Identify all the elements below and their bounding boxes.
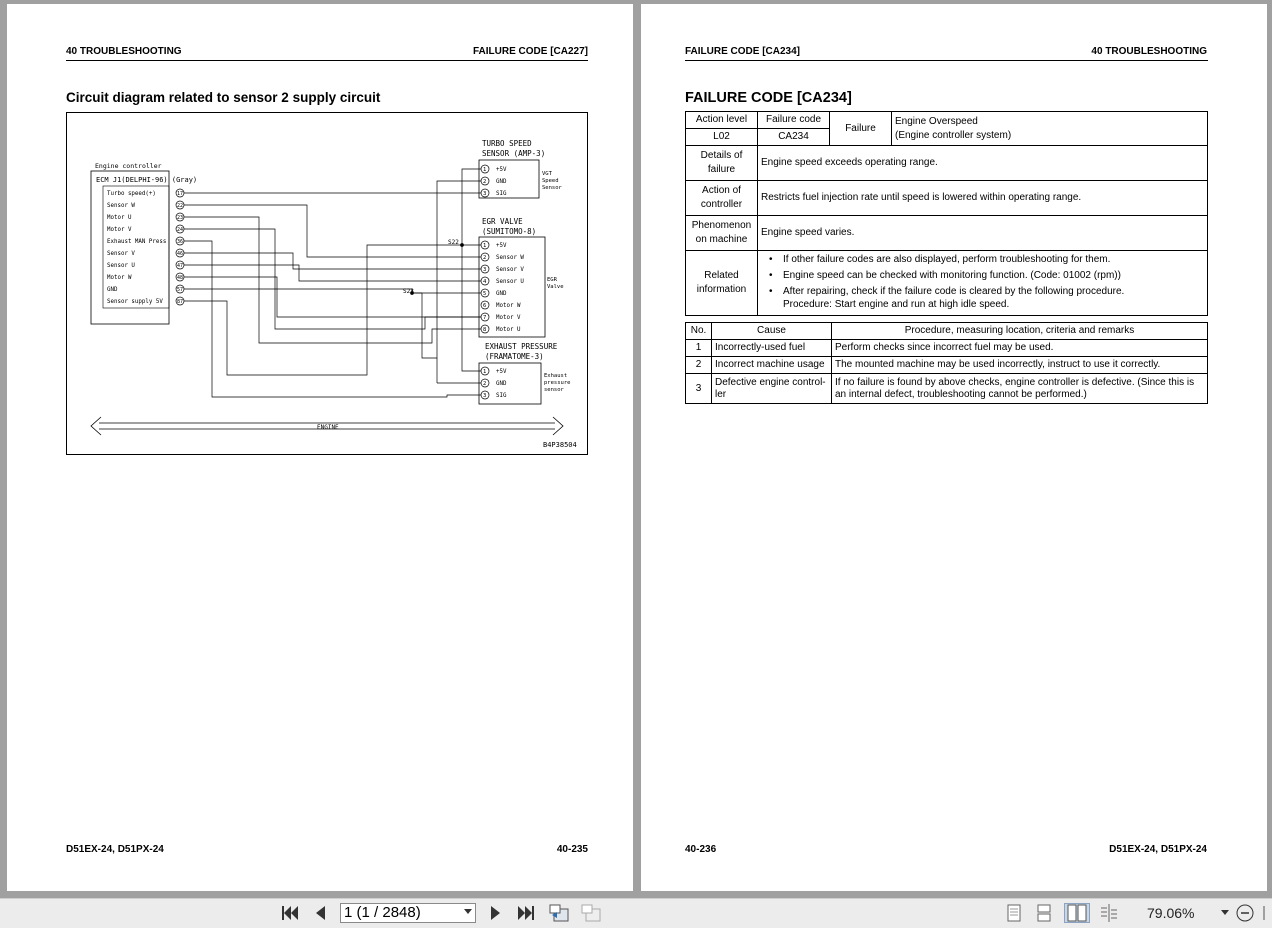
egr-pin-number: 3 <box>483 267 487 273</box>
ecm-pin-number: 48 <box>177 275 184 281</box>
chevron-down-icon[interactable] <box>464 909 472 914</box>
go-forward-view-button[interactable] <box>579 903 603 923</box>
ecm-pin-label: GND <box>107 287 118 293</box>
egr-pin-number: 5 <box>483 291 487 297</box>
page-footer-right: D51EX-24, D51PX-24 <box>1109 844 1207 855</box>
action-value: Restricts fuel injection rate until speed is lowered within operating range. <box>758 181 1208 216</box>
last-page-button[interactable] <box>515 903 537 923</box>
egr-pin-label: Motor V <box>496 315 521 321</box>
two-page-icon <box>1067 904 1087 922</box>
splice-s23: S23 <box>403 288 414 295</box>
cause-no: 2 <box>686 357 712 374</box>
egr-pin-number: 2 <box>483 255 487 261</box>
pdf-page-left <box>7 4 633 891</box>
page-number-field[interactable] <box>340 903 476 923</box>
egr-pin-number: 8 <box>483 327 487 333</box>
viewer-toolbar <box>0 898 1272 928</box>
related-info <box>758 251 1208 316</box>
exh-pin-label: SIG <box>496 393 507 399</box>
egr-pin-label: Motor W <box>496 303 521 309</box>
back-view-icon <box>548 903 570 923</box>
procedure-text: Perform checks since incorrect fuel may be used. <box>832 340 1208 357</box>
egr-pin-label: GND <box>496 291 507 297</box>
egr-pin-number: 1 <box>483 243 487 249</box>
action-level-value: L02 <box>686 129 758 146</box>
ecm-pin-group <box>107 189 184 305</box>
page-header-left: 40 TROUBLESHOOTING <box>66 46 182 57</box>
turbo-pin-number: 3 <box>483 191 487 197</box>
ecm-pin-number: 24 <box>177 227 184 233</box>
pdf-page-right <box>641 4 1267 891</box>
table-row <box>686 357 1208 374</box>
forward-view-icon <box>580 903 602 923</box>
ecm-pin-number: 17 <box>177 191 184 197</box>
first-page-icon <box>281 905 299 921</box>
turbo-pin-label: GND <box>496 179 507 185</box>
cause-no: 3 <box>686 374 712 404</box>
procedure-text: The mounted machine may be used incorrectly, instruct to use it correctly. <box>832 357 1208 374</box>
egr-pin-label: Sensor W <box>496 255 524 261</box>
ecm-pin-label: Sensor U <box>107 263 135 269</box>
egr-pin-label: Sensor V <box>496 267 524 273</box>
egr-pin-number: 6 <box>483 303 487 309</box>
failure-name-line-2: (Engine controller system) <box>895 129 1012 141</box>
zoom-level[interactable]: 79.06% <box>1147 905 1195 921</box>
continuous-view-button[interactable] <box>1033 903 1055 923</box>
ecm-caption: Engine controller <box>95 162 162 170</box>
failure-name-line-1: Engine Overspeed <box>895 115 978 127</box>
toolbar-overflow[interactable] <box>1260 903 1272 923</box>
action-level-label: Action level <box>686 112 758 129</box>
exh-side-label: Exhaust <box>544 373 568 379</box>
turbo-title-1: TURBO SPEED <box>482 139 532 148</box>
col-header-procedure: Procedure, measuring location, criteria and remarks <box>832 323 1208 340</box>
splice-s22: S22 <box>448 239 459 246</box>
turbo-side-label: VGT <box>542 171 552 177</box>
exh-title-2: (FRAMATOME-3) <box>485 352 544 361</box>
ecm-pin-label: Motor V <box>107 227 132 233</box>
turbo-pin-label: +5V <box>496 167 507 173</box>
two-page-view-button[interactable] <box>1064 903 1090 923</box>
cause-text: Incorrect machine usage <box>712 357 832 374</box>
col-header-cause: Cause <box>712 323 832 340</box>
related-item-3: • After repairing, check if the failure code is cleared by the following procedure. Procedure: Start engine and run at high idle speed. <box>767 285 1204 311</box>
previous-page-icon <box>314 905 326 921</box>
failure-code-value: CA234 <box>758 129 830 146</box>
section-title: Circuit diagram related to sensor 2 supply circuit <box>66 90 381 105</box>
zoom-dropdown-button[interactable] <box>1220 903 1230 923</box>
ecm-pin-label: Turbo speed(+) <box>107 191 156 197</box>
ecm-pin-number: 22 <box>177 203 184 209</box>
continuous-page-icon <box>1036 904 1052 922</box>
exh-pin-label: +5V <box>496 369 507 375</box>
previous-page-button[interactable] <box>311 903 329 923</box>
ecm-pin-label: Exhaust MAN Press <box>107 239 167 245</box>
ecm-pin-number: 87 <box>177 299 184 305</box>
cause-text: Incorrectly-used fuel <box>712 340 832 357</box>
table-row <box>686 374 1208 404</box>
page-footer-right: 40-235 <box>556 844 588 855</box>
ecm-pin-label: Sensor V <box>107 251 135 257</box>
turbo-title-2: SENSOR (AMP-3) <box>482 149 546 158</box>
figure-id: B4P38504 <box>543 441 577 449</box>
egr-pin-label: Motor U <box>496 327 521 333</box>
turbo-side-label: Sensor <box>542 185 562 191</box>
egr-side-label: Valve <box>547 284 564 290</box>
page-footer-left: 40-236 <box>685 844 717 855</box>
ecm-pin-number: 57 <box>177 287 184 293</box>
egr-pin-number: 4 <box>483 279 487 285</box>
cause-text: Defective engine control-ler <box>712 374 832 404</box>
failure-code-title: FAILURE CODE [CA234] <box>685 90 852 106</box>
header-rule <box>66 60 588 61</box>
ecm-pin-label: Sensor W <box>107 203 135 209</box>
zoom-out-button[interactable] <box>1234 903 1256 923</box>
phenomenon-label: Phenomenon on machine <box>686 216 758 251</box>
egr-pin-label: +5V <box>496 243 507 249</box>
exh-side-label: sensor <box>544 387 564 393</box>
exh-title-1: EXHAUST PRESSURE <box>485 342 558 351</box>
table-row <box>686 340 1208 357</box>
related-item-1: • If other failure codes are also displayed, perform troubleshooting for them. <box>767 253 1204 266</box>
page-header-right: FAILURE CODE [CA227] <box>472 46 588 57</box>
exh-pin-number: 1 <box>483 369 487 375</box>
phenomenon-value: Engine speed varies. <box>758 216 1208 251</box>
circuit-diagram <box>66 112 588 455</box>
turbo-pin-number: 1 <box>483 167 487 173</box>
page-header-right: 40 TROUBLESHOOTING <box>1091 46 1207 57</box>
ecm-pin-number: 23 <box>177 215 184 221</box>
page-footer-left: D51EX-24, D51PX-24 <box>66 844 164 855</box>
single-page-icon <box>1006 904 1022 922</box>
turbo-pin-label: SIG <box>496 191 507 197</box>
egr-pin-label: Sensor U <box>496 279 524 285</box>
ecm-pin-label: Motor U <box>107 215 132 221</box>
egr-side-label: EGR <box>547 277 557 283</box>
related-item-2: • Engine speed can be checked with monitoring function. (Code: 01002 (rpm)) <box>767 269 1204 282</box>
egr-title-2: (SUMITOMO-8) <box>482 227 537 236</box>
cause-no: 1 <box>686 340 712 357</box>
next-page-button[interactable] <box>487 903 505 923</box>
page-number-value: 1 (1 / 2848) <box>344 904 421 921</box>
procedure-text: If no failure is found by above checks, engine controller is defective. (Since this is an internal defect, troubleshooting cannot be performed.) <box>832 374 1208 404</box>
related-label: Related information <box>686 251 758 316</box>
ecm-pin-number: 47 <box>177 263 184 269</box>
turbo-side-label: Speed <box>542 178 559 184</box>
cause-table <box>685 322 1208 404</box>
exh-side-label: pressure <box>544 380 571 386</box>
engine-label: ENGINE <box>317 424 339 431</box>
ecm-pin-number: 36 <box>177 239 184 245</box>
details-value: Engine speed exceeds operating range. <box>758 146 1208 181</box>
action-label: Action of controller <box>686 181 758 216</box>
two-page-continuous-icon <box>1099 904 1119 922</box>
header-rule <box>685 60 1208 61</box>
two-page-continuous-button[interactable] <box>1098 903 1120 923</box>
failure-code-label: Failure code <box>758 112 830 129</box>
exh-pin-number: 2 <box>483 381 487 387</box>
details-label: Details of failure <box>686 146 758 181</box>
single-page-view-button[interactable] <box>1003 903 1025 923</box>
last-page-icon <box>517 905 535 921</box>
zoom-out-icon <box>1236 904 1254 922</box>
ecm-pin-number: 46 <box>177 251 184 257</box>
col-header-no: No. <box>686 323 712 340</box>
failure-info-table <box>685 111 1208 316</box>
first-page-button[interactable] <box>280 903 300 923</box>
chevron-down-icon <box>1221 910 1229 916</box>
exh-pin-number: 3 <box>483 393 487 399</box>
ecm-title: ECM J1(DELPHI-96) (Gray) <box>96 176 198 184</box>
turbo-pin-number: 2 <box>483 179 487 185</box>
egr-pin-number: 7 <box>483 315 487 321</box>
egr-title-1: EGR VALVE <box>482 217 523 226</box>
ecm-pin-label: Motor W <box>107 275 132 281</box>
page-header-left: FAILURE CODE [CA234] <box>685 46 801 57</box>
failure-name <box>892 112 1208 146</box>
ecm-pin-label: Sensor supply 5V <box>107 299 163 305</box>
next-page-icon <box>490 905 502 921</box>
go-back-view-button[interactable] <box>547 903 571 923</box>
failure-label: Failure <box>830 112 892 146</box>
exh-pin-label: GND <box>496 381 507 387</box>
